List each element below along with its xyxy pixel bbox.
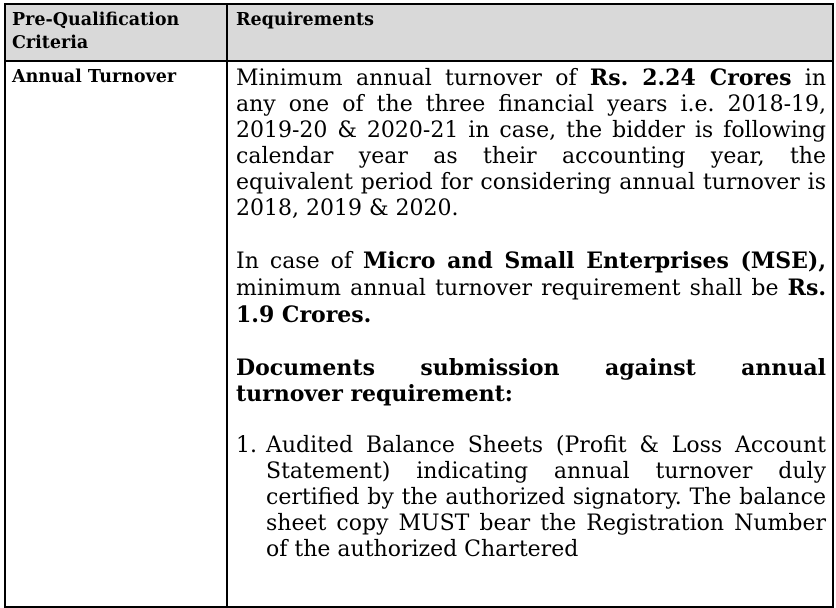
header-requirements-cell: Requirements (227, 4, 833, 61)
documents-heading-line2: turnover requirement: (236, 381, 513, 407)
mse-paragraph (236, 248, 826, 329)
para2-text-mid: minimum annual turnover requirement shall be (236, 276, 788, 301)
turnover-paragraph (236, 65, 826, 222)
list-item-number: 1. (236, 433, 257, 458)
pre-qualification-table (4, 3, 834, 608)
criterion-cell: Annual Turnover (5, 61, 227, 607)
mse-label: Micro and Small Enterprises (MSE), (363, 248, 827, 274)
mse-amount: Rs. 1.9 Crores. (236, 275, 826, 328)
para1-text-start: Minimum annual turnover of (236, 66, 590, 91)
para1-text-end: in any one of the three financial years i.e. 2018-19, 2019-20 & 2020-21 in case, the bidder is following calendar year as their accounting year, the equivalent period for considering annual turnover is 2018, 2019 & 2020. (236, 66, 826, 221)
header-criteria-cell: Pre-Qualification Criteria (5, 4, 227, 61)
documents-heading (236, 355, 826, 407)
para2-text-start: In case of (236, 249, 364, 274)
list-item (236, 433, 826, 563)
table-header-row (5, 4, 833, 61)
table-row (5, 61, 833, 607)
documents-heading-line1: Documents submission against annual (236, 355, 826, 381)
requirements-cell (227, 61, 833, 607)
list-item-text: Audited Balance Sheets (Profit & Loss Account Statement) indicating annual turnover duly certified by the authorized signatory. The balance sheet copy MUST bear the Registration Number of the authorized Chartered (266, 433, 826, 562)
turnover-amount: Rs. 2.24 Crores (589, 65, 792, 91)
